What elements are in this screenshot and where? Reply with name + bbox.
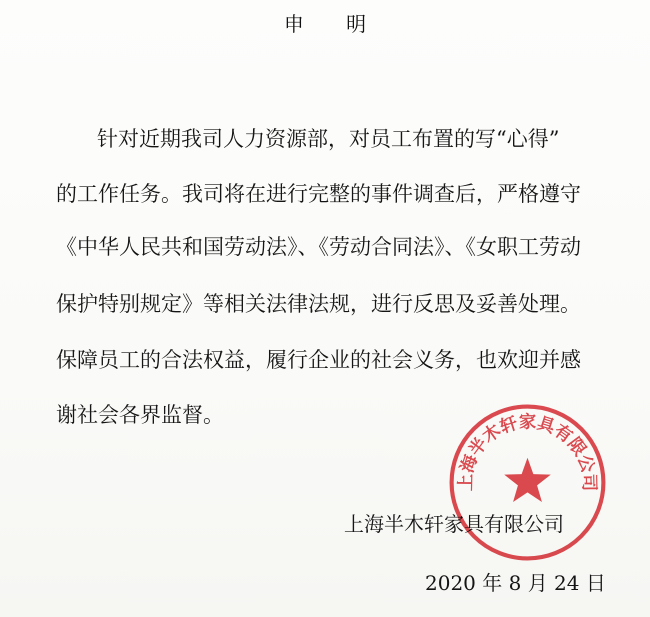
body-line-1: 针对近期我司人力资源部，对员工布置的写“心得” (97, 127, 560, 151)
body-line-5: 保障员工的合法权益，履行企业的社会义务，也欢迎并感 (56, 348, 581, 372)
seal-text: 上海半木轩家具有限公司 (456, 412, 599, 492)
body-line-3: 《中华人民共和国劳动法》、《劳动合同法》、《女职工劳动 (56, 235, 581, 259)
document-title: 申 明 (283, 12, 385, 36)
body-line-6: 谢社会各界监督。 (56, 403, 224, 427)
seal-star-icon (504, 458, 551, 502)
body-line-4: 保护特别规定》等相关法律法规，进行反思及妥善处理。 (56, 292, 581, 316)
body-line-2: 的工作任务。我司将在进行完整的事件调查后，严格遵守 (56, 182, 581, 206)
signature-date: 2020 年 8 月 24 日 (425, 571, 606, 595)
signature-company: 上海半木轩家具有限公司 (344, 512, 564, 536)
company-seal-stamp (445, 400, 610, 565)
